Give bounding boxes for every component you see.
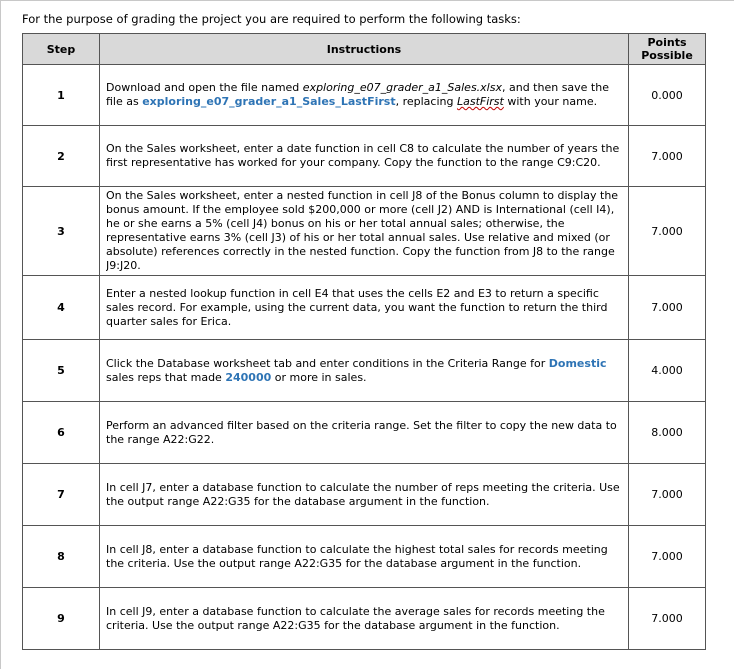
header-step: Step bbox=[23, 34, 100, 65]
header-row bbox=[23, 34, 706, 65]
table-row bbox=[23, 588, 706, 650]
step-number: 6 bbox=[23, 402, 100, 464]
table-row bbox=[23, 340, 706, 402]
step-number: 9 bbox=[23, 588, 100, 650]
step-number: 7 bbox=[23, 464, 100, 526]
points-value: 7.000 bbox=[629, 526, 706, 588]
step-number: 1 bbox=[23, 65, 100, 126]
points-value: 7.000 bbox=[629, 588, 706, 650]
header-instructions: Instructions bbox=[100, 34, 629, 65]
criteria-domestic: Domestic bbox=[548, 356, 607, 370]
points-value: 0.000 bbox=[629, 65, 706, 126]
instruction-cell bbox=[100, 187, 629, 276]
table-row bbox=[23, 126, 706, 187]
step-number: 2 bbox=[23, 126, 100, 187]
table-row bbox=[23, 526, 706, 588]
table-row bbox=[23, 464, 706, 526]
points-value: 8.000 bbox=[629, 402, 706, 464]
save-filename: exploring_e07_grader_a1_Sales_LastFirst bbox=[142, 95, 396, 108]
points-value: 7.000 bbox=[629, 464, 706, 526]
header-points-line1: Points bbox=[647, 36, 687, 49]
criteria-amount: 240000 bbox=[225, 370, 272, 384]
intro-text: For the purpose of grading the project you are required to perform the following tasks: bbox=[22, 12, 521, 26]
instruction-cell: In cell J9, enter a database function to calculate the average sales for records meeting the criteria. Use the output range A22:G35 for the database argument in the function. bbox=[100, 588, 629, 650]
instruction-text: On the Sales worksheet, enter a nested function in cell J8 of the Bonus column to display the bonus amount. If the employee sold $200,000 or more (cell J2) AND is International (cell I4), he or she earns a 5% (cell J4) bonus on his or her total annual sales; otherwise, the representative earns 3% (cell J3) of his or her total annual sales. Use relative and mixed (or absolute) references correctly in the nested function. Copy the function from J8 to the range J9:J20. bbox=[106, 189, 619, 272]
points-value: 7.000 bbox=[629, 126, 706, 187]
step-number: 5 bbox=[23, 340, 100, 402]
header-points bbox=[629, 34, 706, 65]
step-number: 3 bbox=[23, 187, 100, 276]
tasks-table bbox=[22, 33, 706, 650]
instruction-cell: Download and open the file named exploring_e07_grader_a1_Sales.xlsx, and then save the file as exploring_e07_grader_a1_Sales_LastFirst, replacing LastFirst with your name. bbox=[100, 65, 629, 126]
instruction-cell: Click the Database worksheet tab and enter conditions in the Criteria Range for Domestic sales reps that made 240000 or more in sales. bbox=[100, 340, 629, 402]
instruction-cell: In cell J8, enter a database function to calculate the highest total sales for records meeting the criteria. Use the output range A22:G35 for the database argument in the function. bbox=[100, 526, 629, 588]
points-value: 7.000 bbox=[629, 187, 706, 276]
table-row bbox=[23, 65, 706, 126]
instruction-cell: On the Sales worksheet, enter a date function in cell C8 to calculate the number of years the first representative has worked for your company. Copy the function to the range C9:C20. bbox=[100, 126, 629, 187]
table-row bbox=[23, 187, 706, 276]
table-row bbox=[23, 402, 706, 464]
table-row bbox=[23, 276, 706, 340]
step-number: 8 bbox=[23, 526, 100, 588]
points-value: 7.000 bbox=[629, 276, 706, 340]
instruction-cell: In cell J7, enter a database function to calculate the number of reps meeting the criteria. Use the output range A22:G35 for the database argument in the function. bbox=[100, 464, 629, 526]
header-points-line2: Possible bbox=[641, 49, 693, 62]
points-value: 4.000 bbox=[629, 340, 706, 402]
instruction-cell: Perform an advanced filter based on the criteria range. Set the filter to copy the new data to the range A22:G22. bbox=[100, 402, 629, 464]
step-number: 4 bbox=[23, 276, 100, 340]
source-filename: exploring_e07_grader_a1_Sales.xlsx bbox=[302, 81, 502, 94]
instruction-cell: Enter a nested lookup function in cell E4 that uses the cells E2 and E3 to return a specific sales record. For example, using the current data, you want the function to return the third quarter sales for Erica. bbox=[100, 276, 629, 340]
lastfirst-word: LastFirst bbox=[456, 95, 504, 108]
